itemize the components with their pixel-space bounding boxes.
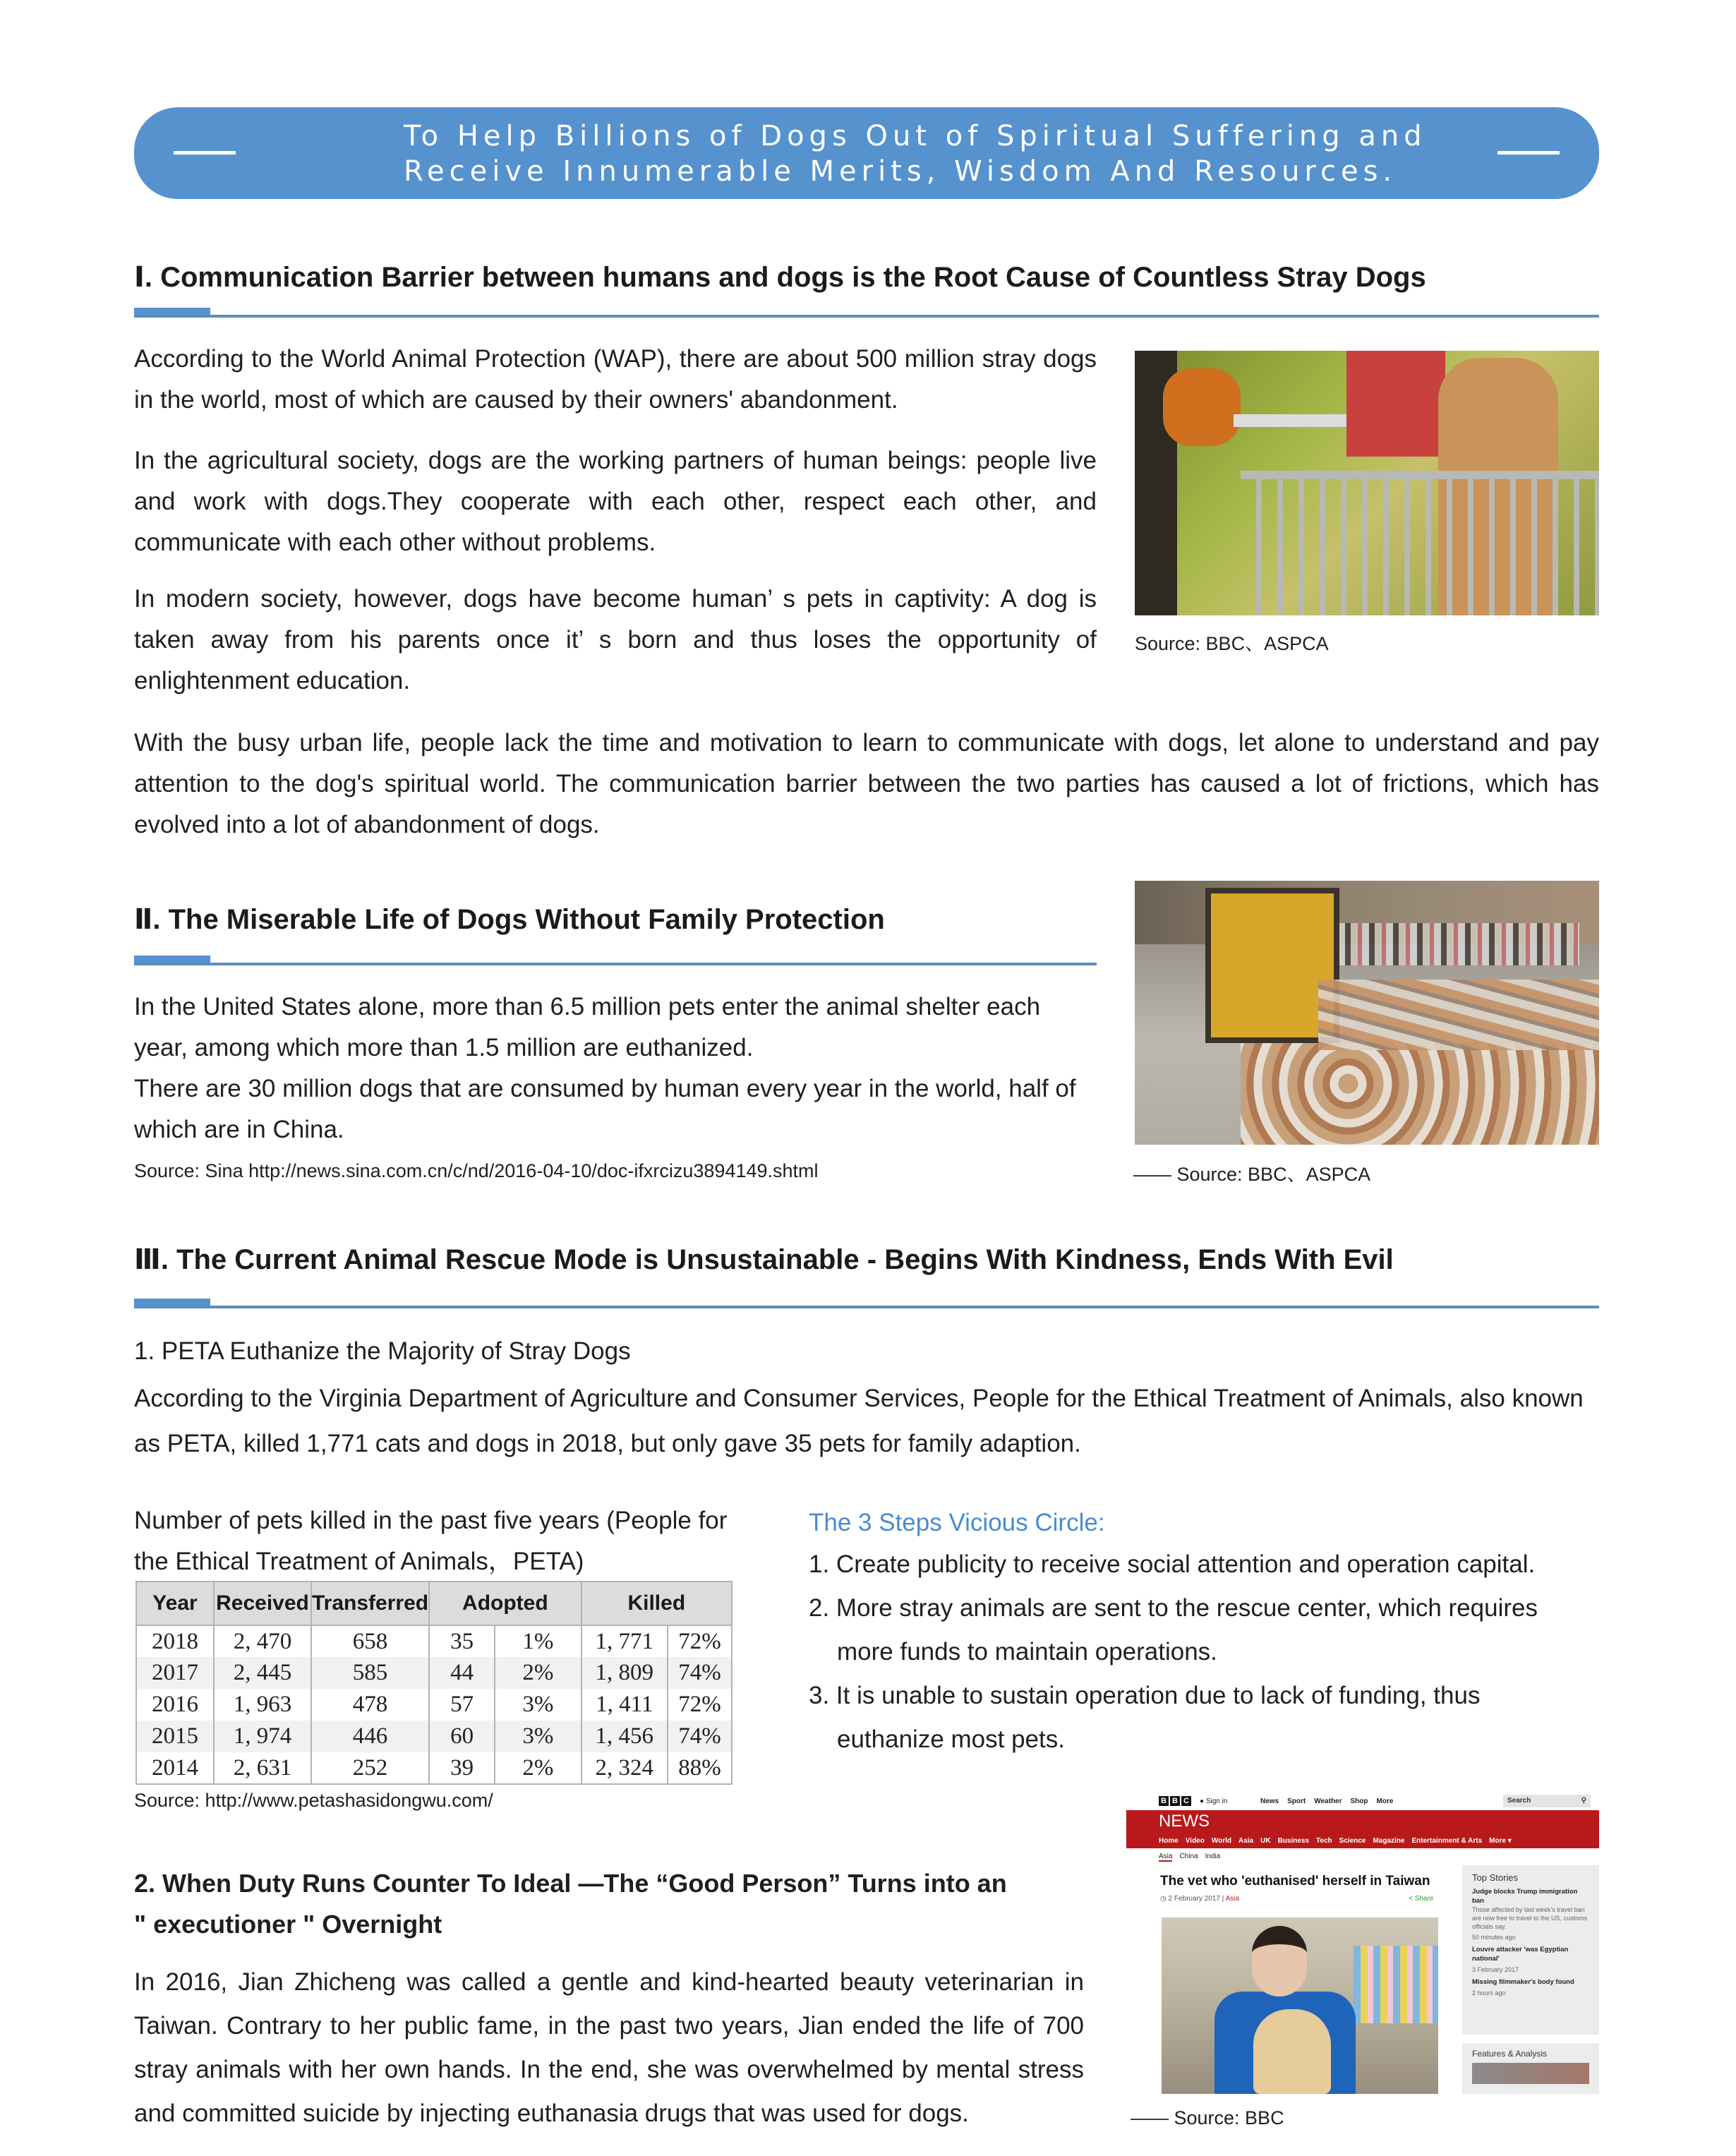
bbc-sub-nav: Asia China India [1159, 1853, 1221, 1860]
cell-adopted: 35 [429, 1625, 495, 1657]
cell-received: 2, 445 [214, 1657, 311, 1689]
cell-year: 2018 [136, 1625, 214, 1657]
subsection-1-paragraph: According to the Virginia Department of Agriculture and Consumer Services, People for the Ethical Treatment of Animals, also known as PETA, killed 1,771 cats and dogs in 2018, but only gave 35 pets for family adaption. [134, 1385, 1584, 1457]
bbc-main-nav: Home Video World Asia UK Business Tech Science Magazine Entertainment & Arts More ▾ [1159, 1837, 1512, 1845]
cell-transferred: 585 [311, 1657, 429, 1689]
col-received: Received [214, 1582, 311, 1625]
image-2-caption: —— Source: BBC、ASPCA [1133, 1164, 1371, 1185]
table-row [136, 1752, 732, 1784]
table-row [136, 1657, 732, 1689]
bbc-news-brand: NEWS [1159, 1812, 1210, 1831]
banner-dash-left [174, 151, 236, 155]
col-transferred: Transferred [311, 1582, 429, 1625]
bbc-news-screenshot [1126, 1789, 1599, 2094]
cell-year: 2014 [136, 1752, 214, 1784]
step-1: 1. Create publicity to receive social attention and operation capital. [809, 1550, 1536, 1578]
banner-text [404, 119, 1427, 189]
bbc-headline: The vet who 'euthanised' herself in Taiwan [1160, 1874, 1430, 1889]
cell-adopted-pct: 1% [495, 1625, 581, 1657]
cell-killed-pct: 74% [668, 1657, 732, 1689]
cell-killed-pct: 72% [668, 1625, 732, 1657]
subsection-2-heading-line-1: 2. When Duty Runs Counter To Ideal —The “Good Person” Turns into an [134, 1869, 1007, 1898]
section-1-text [134, 339, 1097, 701]
cell-killed: 2, 324 [581, 1752, 668, 1784]
section-2-source: Source: Sina http://news.sina.com.cn/c/nd/2016-04-10/doc-ifxrcizu3894149.shtml [134, 1160, 819, 1181]
user-icon: ● [1200, 1797, 1205, 1805]
section-1-paragraph-1: According to the World Animal Protection (WAP), there are about 500 million stray dogs in the world, most of which are caused by their owners' abandonment. [134, 345, 1097, 414]
bbc-top-stories: Top Stories Judge blocks Trump immigration ban Those affected by last week's travel ban are now free to travel to the US, customs officials say. 50 minutes ago Louvre attacker 'was Egyptian national' 3 February 2017 Missing filmmaker's body found 2 hours ago [1462, 1865, 1599, 2035]
section-2-rule [134, 956, 1097, 965]
cell-year: 2016 [136, 1689, 214, 1721]
section-1-rule [134, 308, 1599, 318]
vicious-circle [809, 1503, 1599, 1761]
cell-year: 2015 [136, 1721, 214, 1752]
cell-killed-pct: 88% [668, 1752, 732, 1784]
banner-line-2: Receive Innumerable Merits, Wisdom And Resources. [404, 155, 1397, 188]
col-adopted: Adopted [429, 1582, 581, 1625]
bbc-top-nav: News Sport Weather Shop More [1260, 1797, 1394, 1805]
vicious-circle-steps [809, 1543, 1599, 1761]
subsection-1-heading: 1. PETA Euthanize the Majority of Stray Dogs [134, 1337, 631, 1365]
col-year: Year [136, 1582, 214, 1625]
banner-dash-right [1497, 151, 1560, 155]
cell-received: 2, 470 [214, 1625, 311, 1657]
col-killed: Killed [581, 1582, 732, 1625]
cell-killed: 1, 411 [581, 1689, 668, 1721]
cell-received: 1, 963 [214, 1689, 311, 1721]
bbc-share: < Share [1409, 1895, 1434, 1903]
bulldozer-dogs-photo [1135, 881, 1599, 1145]
cell-adopted: 57 [429, 1689, 495, 1721]
cell-killed: 1, 809 [581, 1657, 668, 1689]
table-caption: Number of pets killed in the past five years (People for the Ethical Treatment of Animals，PETA) [134, 1507, 728, 1575]
image-1-caption: Source: BBC、ASPCA [1135, 633, 1329, 654]
bbc-search: Search ⚲ [1503, 1795, 1591, 1807]
bbc-meta: ◷ 2 February 2017 | Asia [1160, 1895, 1239, 1903]
section-1-paragraph-3: In modern society, however, dogs have become human’ s pets in captivity: A dog is taken away from his parents once it’ s born and thus loses the opportunity of enlightenment education. [134, 585, 1097, 694]
cell-adopted: 39 [429, 1752, 495, 1784]
cell-killed: 1, 771 [581, 1625, 668, 1657]
cell-transferred: 478 [311, 1689, 429, 1721]
peta-table [135, 1581, 733, 1785]
subsection-2-heading [134, 1863, 1108, 1945]
subsection-2-paragraph: In 2016, Jian Zhicheng was called a gentle and kind-hearted beauty veterinarian in Taiwan. Contrary to her public fame, in the past two years, Jian ended the life of 700 stray animals with her own hands. In the end, she was overwhelmed by mental stress and committed suicide by injecting euthanasia drugs that was used for dogs. [134, 1968, 1084, 2127]
section-2-paragraph-2: There are 30 million dogs that are consumed by human every year in the world, half of which are in China. [134, 1075, 1076, 1143]
cell-adopted: 44 [429, 1657, 495, 1689]
share-icon: < [1409, 1895, 1413, 1903]
cell-transferred: 446 [311, 1721, 429, 1752]
table-row [136, 1721, 732, 1752]
step-2-cont: more funds to maintain operations. [837, 1638, 1217, 1666]
section-2-paragraph-1: In the United States alone, more than 6.5 million pets enter the animal shelter each year, among which more than 1.5 million are euthanized. [134, 993, 1041, 1061]
bbc-logo: B B C [1159, 1796, 1191, 1806]
dog-cage-photo [1135, 351, 1599, 615]
cell-adopted-pct: 2% [495, 1657, 581, 1689]
search-icon: ⚲ [1581, 1797, 1586, 1805]
cell-adopted-pct: 2% [495, 1752, 581, 1784]
bbc-news-bar [1126, 1810, 1599, 1848]
section-1-full-paragraph: With the busy urban life, people lack the time and motivation to learn to communicate with dogs, let alone to understand and pay attention to the dog's spiritual world. The communication barrier between the two parties has caused a lot of frictions, which has evolved into a lot of abandonment of dogs. [134, 729, 1599, 838]
cell-adopted-pct: 3% [495, 1689, 581, 1721]
step-2: 2. More stray animals are sent to the rescue center, which requires [809, 1594, 1538, 1622]
vet-with-dog-photo [1162, 1917, 1438, 2094]
cell-transferred: 658 [311, 1625, 429, 1657]
banner-line-1: To Help Billions of Dogs Out of Spiritual Suffering and [404, 120, 1427, 152]
section-3-rule [134, 1299, 1599, 1308]
section-3-heading: Ⅲ. The Current Animal Rescue Mode is Unsustainable - Begins With Kindness, Ends With Evil [134, 1244, 1394, 1275]
vicious-circle-title: The 3 Steps Vicious Circle: [809, 1509, 1105, 1536]
clock-icon: ◷ [1160, 1895, 1167, 1903]
bbc-sign-in: ● Sign in [1200, 1797, 1228, 1805]
step-3-cont: euthanize most pets. [837, 1726, 1065, 1753]
image-3-caption: —— Source: BBC [1131, 2107, 1284, 2128]
section-2-text [134, 987, 1097, 1150]
cell-killed-pct: 74% [668, 1721, 732, 1752]
bbc-top-bar [1126, 1789, 1599, 1810]
table-source: Source: http://www.petashasidongwu.com/ [134, 1790, 493, 1811]
cell-year: 2017 [136, 1657, 214, 1689]
section-1-paragraph-2: In the agricultural society, dogs are the working partners of human beings: people live and work with dogs.They cooperate with each other, respect each other, and communicate with each other without problems. [134, 447, 1097, 556]
cell-received: 2, 631 [214, 1752, 311, 1784]
cell-received: 1, 974 [214, 1721, 311, 1752]
table-row [136, 1689, 732, 1721]
section-2-heading: Ⅱ. The Miserable Life of Dogs Without Family Protection [134, 904, 885, 935]
header-banner [134, 107, 1599, 199]
step-3: 3. It is unable to sustain operation due to lack of funding, thus [809, 1682, 1481, 1709]
cell-killed-pct: 72% [668, 1689, 732, 1721]
section-1-heading: Ⅰ. Communication Barrier between humans and dogs is the Root Cause of Countless Stray Dogs [134, 262, 1426, 293]
subsection-2-heading-line-2: " executioner " Overnight [134, 1910, 442, 1939]
cell-adopted-pct: 3% [495, 1721, 581, 1752]
cell-killed: 1, 456 [581, 1721, 668, 1752]
cell-transferred: 252 [311, 1752, 429, 1784]
table-header-row [136, 1582, 732, 1625]
cell-adopted: 60 [429, 1721, 495, 1752]
table-row [136, 1625, 732, 1657]
bbc-features: Features & Analysis [1462, 2043, 1599, 2094]
